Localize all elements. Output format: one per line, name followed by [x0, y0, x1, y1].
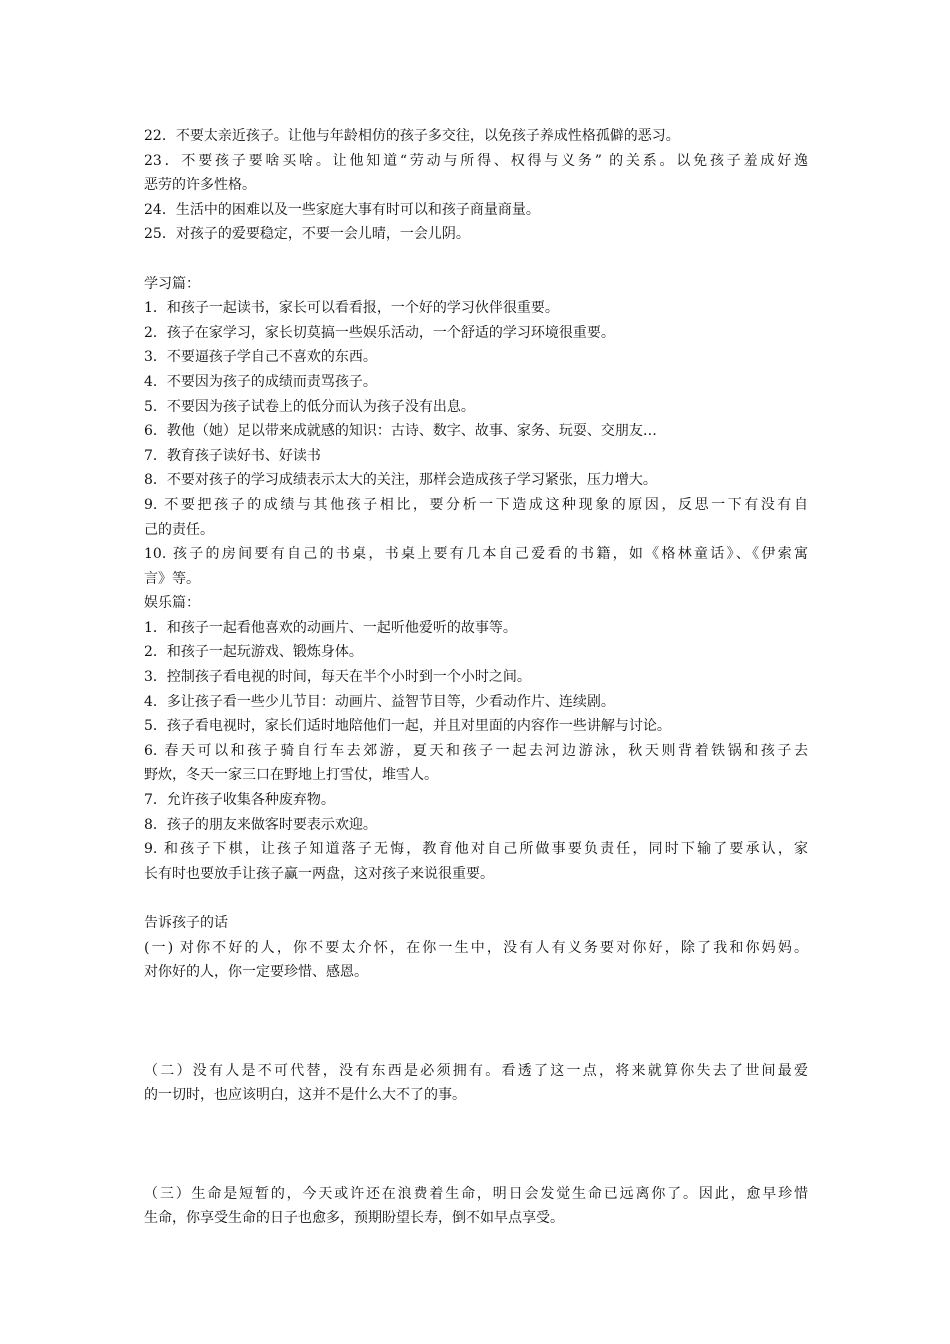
list-item: 9. 不要把孩子的成绩与其他孩子相比，要分析一下造成这种现象的原因，反思一下有没有自 [144, 496, 808, 513]
spacer [144, 1034, 808, 1059]
spacer [144, 1157, 808, 1182]
spacer [144, 985, 808, 1034]
section-heading-words: 告诉孩子的话 [144, 915, 228, 931]
list-item: 8．不要对孩子的学习成绩表示太大的关注，那样会造成孩子学习紧张，压力增大。 [144, 472, 657, 489]
list-item-continuation: 野炊，冬天一家三口在野地上打雪仗，堆雪人。 [144, 767, 438, 784]
list-item: 3．控制孩子看电视的时间，每天在半个小时到一个小时之间。 [144, 669, 531, 686]
study-section [144, 272, 808, 592]
list-item: 4．多让孩子看一些少儿节目：动画片、益智节目等，少看动作片、连续剧。 [144, 693, 615, 710]
list-item: 23．不要孩子要啥买啥。让他知道“劳动与所得、权得与义务” 的关系。以免孩子羞成好逸 [144, 152, 808, 169]
list-item: 10. 孩子的房间要有自己的书桌，书桌上要有几本自己爱看的书籍，如《格林童话》、《伊索寓 [144, 546, 808, 563]
spacer [144, 247, 808, 272]
list-item: 24．生活中的困难以及一些家庭大事有时可以和孩子商量商量。 [144, 201, 540, 218]
list-item-continuation: 恶劳的许多性格。 [144, 177, 256, 194]
section-heading-entertainment: 娱乐篇： [144, 595, 200, 612]
general-section-tail [144, 124, 808, 247]
paragraph-line: （二）没有人是不可代替，没有东西是必须拥有。看透了这一点，将来就算你失去了世间最爱 [144, 1062, 808, 1079]
paragraph-line: （三）生命是短暂的，今天或许还在浪费着生命，明日会发觉生命已远离你了。因此，愈早珍惜 [144, 1185, 808, 1202]
list-item: 5．孩子看电视时，家长们适时地陪他们一起，并且对里面的内容作一些讲解与讨论。 [144, 718, 671, 735]
list-item: 9. 和孩子下棋，让孩子知道落子无悔，教育他对自己所做事要负责任，同时下输了要承认，家 [144, 841, 808, 858]
list-item: 2．孩子在家学习，家长切莫搞一些娱乐活动，一个舒适的学习环境很重要。 [144, 324, 615, 341]
list-item: 1．和孩子一起看他喜欢的动画片、一起听他爱听的故事等。 [144, 619, 517, 636]
document-page [144, 124, 808, 1231]
paragraph-line: 生命，你享受生命的日子也愈多，预期盼望长寿，倒不如早点享受。 [144, 1210, 564, 1227]
words-section [144, 911, 808, 1231]
list-item-continuation: 己的责任。 [144, 521, 214, 538]
paragraph-line: 对你好的人，你一定要珍惜、感恩。 [144, 964, 368, 981]
entertainment-section [144, 591, 808, 886]
list-item: 2．和孩子一起玩游戏、锻炼身体。 [144, 644, 363, 661]
list-item: 4．不要因为孩子的成绩而责骂孩子。 [144, 373, 377, 390]
list-item: 22．不要太亲近孩子。让他与年龄相仿的孩子多交往，以免孩子养成性格孤僻的恶习。 [144, 128, 680, 144]
section-heading-study: 学习篇： [144, 275, 200, 292]
paragraph-line: 的一切时，也应该明白，这并不是什么大不了的事。 [144, 1087, 466, 1104]
spacer [144, 1108, 808, 1157]
list-item: 6. 春天可以和孩子骑自行车去郊游，夏天和孩子一起去河边游泳，秋天则背着铁锅和孩子去 [144, 742, 808, 759]
list-item: 3．不要逼孩子学自己不喜欢的东西。 [144, 349, 377, 366]
list-item-continuation: 长有时也要放手让孩子赢一两盘，这对孩子来说很重要。 [144, 865, 494, 882]
list-item: 25．对孩子的爱要稳定，不要一会儿晴，一会儿阴。 [144, 226, 470, 243]
paragraph-line: (一) 对你不好的人，你不要太介怀，在你一生中，没有人有义务要对你好，除了我和你妈妈。 [144, 939, 808, 956]
list-item: 1．和孩子一起读书，家长可以看看报，一个好的学习伙伴很重要。 [144, 300, 559, 317]
list-item: 5．不要因为孩子试卷上的低分而认为孩子没有出息。 [144, 398, 475, 415]
list-item: 6．教他（她）足以带来成就感的知识：古诗、数字、故事、家务、玩耍、交朋友… [144, 423, 657, 440]
list-item: 7．教育孩子读好书、好读书 [144, 447, 321, 464]
spacer [144, 886, 808, 911]
list-item-continuation: 言》等。 [144, 570, 200, 587]
list-item: 7．允许孩子收集各种废弃物。 [144, 792, 335, 809]
list-item: 8．孩子的朋友来做客时要表示欢迎。 [144, 816, 377, 833]
